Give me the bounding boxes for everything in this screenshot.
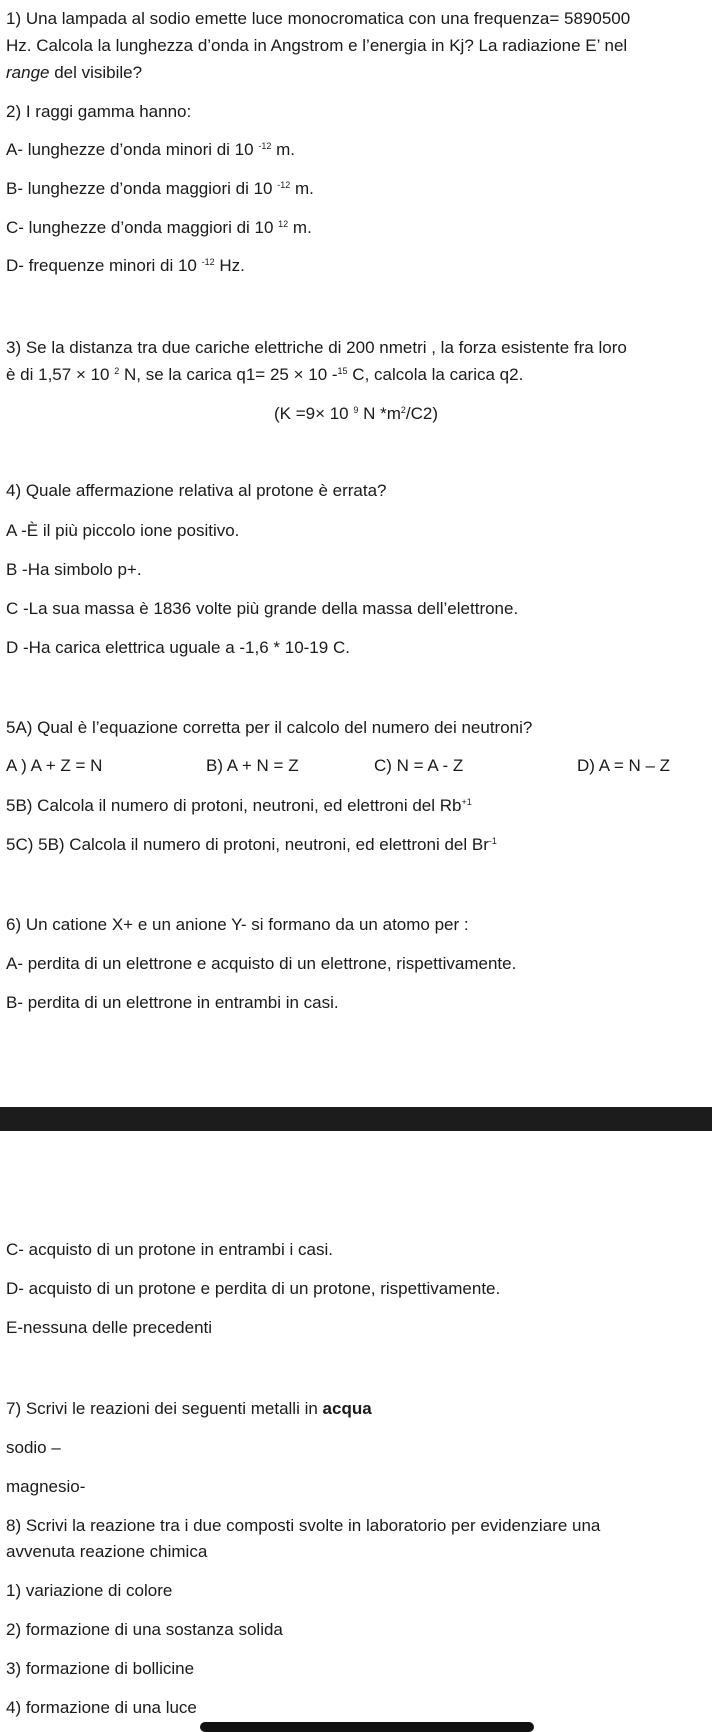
q3-k-unit-end: /C2) bbox=[405, 404, 439, 423]
q6-option-c: C- acquisto di un protone in entrambi i casi. bbox=[6, 1240, 333, 1259]
q8-item-3: 3) formazione di bollicine bbox=[6, 1659, 195, 1678]
q3-k-unit: N *m bbox=[358, 404, 401, 423]
q3-k-exponent: 9 bbox=[353, 405, 359, 415]
q1-line-1: 1) Una lampada al sodio emette luce monocromatica con una frequenza= 5890500 bbox=[6, 9, 631, 28]
q5c-charge: -1 bbox=[488, 836, 497, 846]
q4-option-a: A -È il più piccolo ione positivo. bbox=[6, 521, 240, 540]
q3-line-2 bbox=[6, 364, 523, 386]
q2-a-unit: m. bbox=[271, 140, 295, 159]
q1-line-3-rest: del visibile? bbox=[49, 63, 143, 82]
q3-k-text: (K =9× 10 bbox=[273, 404, 354, 423]
q3-charge-text: N, se la carica q1= 25 × 10 - bbox=[119, 365, 338, 384]
q1-line-2: Hz. Calcola la lunghezza d’onda in Angstrom e l’energia in Kj? La radiazione E’ nel bbox=[6, 36, 628, 55]
q5c-text: 5C) 5B) Calcola il numero di protoni, neutroni, ed elettroni del Br bbox=[6, 835, 489, 854]
q7-title bbox=[6, 1398, 372, 1420]
q8-item-4: 4) formazione di una luce bbox=[6, 1698, 197, 1717]
q2-c-unit: m. bbox=[288, 218, 312, 237]
q6-option-b: B- perdita di un elettrone in entrambi in casi. bbox=[6, 993, 339, 1012]
home-indicator bbox=[200, 1722, 534, 1732]
q2-option-d bbox=[6, 255, 245, 277]
q7-title-text: 7) Scrivi le reazioni dei seguenti metalli in bbox=[6, 1399, 323, 1418]
q2-d-text: D- frequenze minori di 10 bbox=[6, 256, 202, 275]
q7-sodio: sodio – bbox=[6, 1438, 61, 1457]
q6-title: 6) Un catione X+ e un anione Y- si formano da un atomo per : bbox=[6, 915, 469, 934]
q5a-title: 5A) Qual è l’equazione corretta per il calcolo del numero dei neutroni? bbox=[6, 718, 533, 737]
q3-charge-exponent: 15 bbox=[337, 366, 348, 376]
q2-a-exponent: -12 bbox=[258, 141, 272, 151]
q5b-text: 5B) Calcola il numero di protoni, neutroni, ed elettroni del Rb bbox=[6, 796, 462, 815]
q5a-option-a: A ) A + Z = N bbox=[6, 756, 103, 775]
q7-magnesio: magnesio- bbox=[6, 1477, 86, 1496]
q2-c-text: C- lunghezze d’onda maggiori di 10 bbox=[6, 218, 279, 237]
q5a-option-c: C) N = A - Z bbox=[374, 756, 464, 775]
q2-c-exponent: 12 bbox=[278, 219, 289, 229]
q8-line-1: 8) Scrivi la reazione tra i due composti svolte in laboratorio per evidenziare una bbox=[6, 1516, 601, 1535]
dark-divider-band bbox=[0, 1107, 712, 1131]
q2-b-unit: m. bbox=[290, 179, 314, 198]
q2-title: 2) I raggi gamma hanno: bbox=[6, 102, 192, 121]
q6-option-e: E-nessuna delle precedenti bbox=[6, 1318, 213, 1337]
q7-title-bold: acqua bbox=[322, 1399, 372, 1418]
q4-title: 4) Quale affermazione relativa al protone è errata? bbox=[6, 481, 387, 500]
q6-option-d: D- acquisto di un protone e perdita di un protone, rispettivamente. bbox=[6, 1279, 501, 1298]
q5a-option-d: D) A = N – Z bbox=[577, 756, 671, 775]
q2-a-text: A- lunghezze d’onda minori di 10 bbox=[6, 140, 259, 159]
q4-option-b: B -Ha simbolo p+. bbox=[6, 560, 142, 579]
q8-item-2: 2) formazione di una sostanza solida bbox=[6, 1620, 283, 1639]
q3-constant bbox=[0, 403, 712, 425]
q3-force-exponent: 2 bbox=[114, 366, 120, 376]
q8-line-2: avvenuta reazione chimica bbox=[6, 1542, 208, 1561]
q2-b-exponent: -12 bbox=[277, 180, 291, 190]
q5b-line bbox=[6, 795, 472, 817]
q2-d-exponent: -12 bbox=[201, 257, 215, 267]
q2-option-c bbox=[6, 217, 312, 239]
q2-d-unit: Hz. bbox=[214, 256, 245, 275]
q5c-line bbox=[6, 834, 497, 856]
q5a-option-b: B) A + N = Z bbox=[206, 756, 299, 775]
q3-question-text: C, calcola la carica q2. bbox=[347, 365, 524, 384]
q2-option-a bbox=[6, 139, 295, 161]
q3-k-unit-exponent: 2 bbox=[400, 405, 406, 415]
q3-line-1: 3) Se la distanza tra due cariche elettriche di 200 nmetri , la forza esistente fra loro bbox=[6, 338, 627, 357]
q8-item-1: 1) variazione di colore bbox=[6, 1581, 173, 1600]
q1-range-word: range bbox=[6, 63, 50, 82]
q3-force-text: è di 1,57 × 10 bbox=[6, 365, 115, 384]
q4-option-d: D -Ha carica elettrica uguale a -1,6 * 10-19 C. bbox=[6, 638, 350, 657]
q2-option-b bbox=[6, 178, 314, 200]
q6-option-a: A- perdita di un elettrone e acquisto di un elettrone, rispettivamente. bbox=[6, 954, 517, 973]
q1-line-3 bbox=[6, 62, 142, 84]
q5b-charge: +1 bbox=[461, 797, 472, 807]
q4-option-c: C -La sua massa è 1836 volte più grande della massa dell’elettrone. bbox=[6, 599, 519, 618]
q2-b-text: B- lunghezze d’onda maggiori di 10 bbox=[6, 179, 278, 198]
